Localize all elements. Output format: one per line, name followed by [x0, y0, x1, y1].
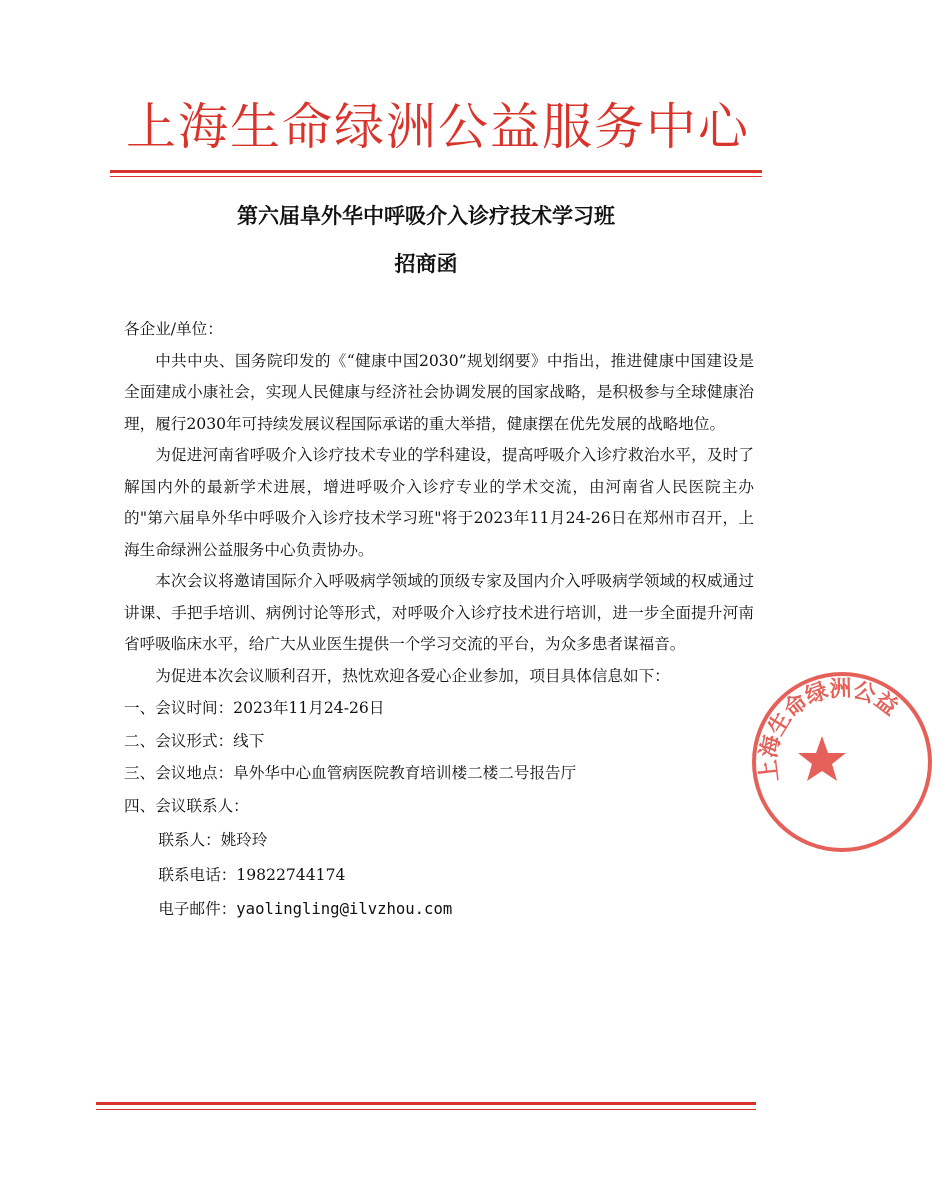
seal-text: 上海生命绿洲公益 — [756, 676, 903, 784]
footer-rule-thin — [96, 1109, 756, 1110]
contact-phone: 联系电话：19822744174 — [158, 865, 346, 884]
paragraph-2: 为促进河南省呼吸介入诊疗技术专业的学科建设，提高呼吸介入诊疗救治水平，及时了解国内外的最新学术进展，增进呼吸介入诊疗专业的学术交流，由河南省人民医院主办的"第六届阜外华中呼吸介入诊疗技术学习班"将于2023年11月24-26日在郑州市召开，上海生命绿洲公益服务中心负责协办。 — [124, 446, 754, 559]
document-subtitle: 招商函 — [394, 252, 458, 276]
letterhead-rule-thick — [110, 170, 762, 173]
footer-rule-thick — [96, 1102, 756, 1105]
paragraph-1: 中共中央、国务院印发的《“健康中国2030”规划纲要》中指出，推进健康中国建设是全面建成小康社会，实现人民健康与经济社会协调发展的国家战略，是积极参与全球健康治理，履行2030年可持续发展议程国际承诺的重大举措，健康摆在优先发展的战略地位。 — [124, 351, 754, 433]
contact-email-line — [124, 891, 754, 926]
contact-name: 联系人：姚玲玲 — [158, 831, 268, 849]
letterhead-org-name: 上海生命绿洲公益服务中心 — [126, 98, 750, 156]
item-meeting-venue: 三、会议地点：阜外华中心血管病医院教育培训楼二楼二号报告厅 — [124, 764, 577, 782]
item-meeting-format: 二、会议形式：线下 — [124, 731, 265, 750]
letter-body — [124, 314, 754, 926]
paragraph-4: 为促进本次会议顺利召开，热忱欢迎各爱心企业参加，项目具体信息如下： — [155, 666, 670, 685]
salutation: 各企业/单位： — [124, 320, 223, 338]
item-contact-header: 四、会议联系人： — [124, 796, 249, 815]
contact-email-label: 电子邮件： — [158, 900, 237, 918]
contact-email-link[interactable]: yaolingling@ilvzhou.com — [236, 900, 453, 918]
item-meeting-time: 一、会议时间：2023年11月24-26日 — [124, 699, 385, 717]
seal-star-icon — [798, 736, 846, 781]
document-title: 第六届阜外华中呼吸介入诊疗技术学习班 — [237, 204, 615, 228]
letterhead-rule-thin — [110, 176, 762, 177]
paragraph-3: 本次会议将邀请国际介入呼吸病学领域的顶级专家及国内介入呼吸病学领域的权威通过讲课、手把手培训、病例讨论等形式，对呼吸介入诊疗技术进行培训，进一步全面提升河南省呼吸临床水平，给广大从业医生提供一个学习交流的平台，为众多患者谋福音。 — [124, 572, 754, 653]
official-seal-stamp — [742, 662, 942, 862]
